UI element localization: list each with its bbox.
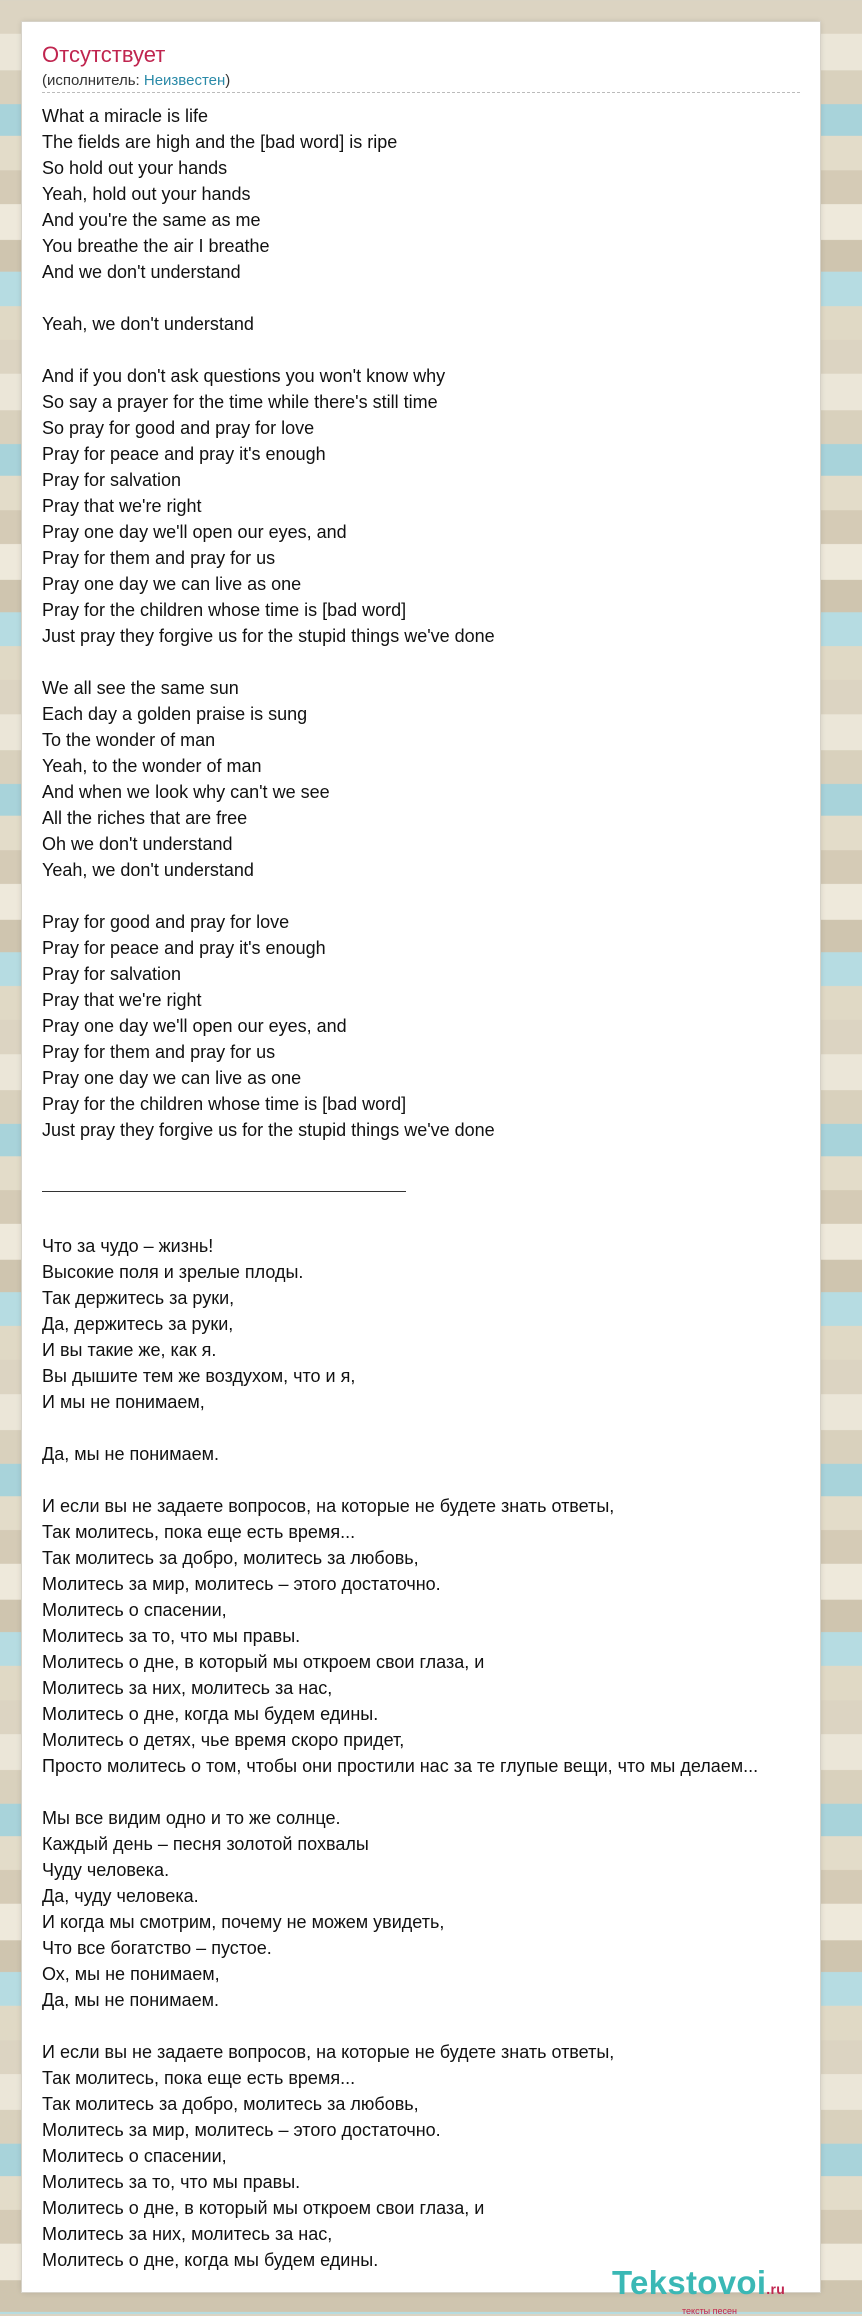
lyric-line: Так молитесь, пока еще есть время... <box>42 1522 356 1542</box>
lyric-line: Молитесь о дне, в который мы откроем свои глаза, и <box>42 1652 485 1672</box>
lyric-line: And you're the same as me <box>42 210 261 230</box>
lyric-line: И если вы не задаете вопросов, на которые не будете знать ответы, <box>42 2042 615 2062</box>
lyric-line <box>42 1779 862 1805</box>
lyric-line: Так молитесь, пока еще есть время... <box>42 2068 356 2088</box>
title-divider <box>42 92 800 93</box>
lyric-line: Молитесь о дне, когда мы будем едины. <box>42 2250 379 2270</box>
lyric-line: Молитесь о спасении, <box>42 2146 227 2166</box>
lyric-line: Pray one day we can live as one <box>42 574 302 594</box>
artist-link[interactable]: Неизвестен <box>143 72 226 89</box>
lyric-line: Молитесь за то, что мы правы. <box>42 1626 301 1646</box>
lyric-line: And when we look why can't we see <box>42 782 330 802</box>
lyric-line: Молитесь за мир, молитесь – этого достаточно. <box>42 2120 441 2140</box>
lyric-line: Так держитесь за руки, <box>42 1288 235 1308</box>
lyric-line: Pray for peace and pray it's enough <box>42 938 326 958</box>
lyric-line: Pray for them and pray for us <box>42 548 276 568</box>
lyric-line: What a miracle is life <box>42 106 209 126</box>
lyric-line <box>42 2013 862 2039</box>
lyric-line: Pray one day we'll open our eyes, and <box>42 522 347 542</box>
artist-suffix: ) <box>225 72 231 89</box>
lyric-line: Молитесь о детях, чье время скоро придет, <box>42 1730 405 1750</box>
lyric-line: You breathe the air I breathe <box>42 236 270 256</box>
lyric-line: Pray that we're right <box>42 990 202 1010</box>
lyric-line: Да, держитесь за руки, <box>42 1314 234 1334</box>
lyric-line: Молитесь о спасении, <box>42 1600 227 1620</box>
lyric-line: Молитесь за них, молитесь за нас, <box>42 1678 333 1698</box>
lyric-line: Pray for them and pray for us <box>42 1042 276 1062</box>
lyric-line: И мы не понимаем, <box>42 1392 205 1412</box>
lyric-line: Ох, мы не понимаем, <box>42 1964 220 1984</box>
lyric-line <box>42 649 862 675</box>
lyric-line: The fields are high and the [bad word] is ripe <box>42 132 398 152</box>
lyric-line: Just pray they forgive us for the stupid things we've done <box>42 1120 495 1140</box>
lyric-line: Just pray they forgive us for the stupid things we've done <box>42 626 495 646</box>
lyric-line: Вы дышите тем же воздухом, что и я, <box>42 1366 356 1386</box>
lyric-line <box>42 337 862 363</box>
lyric-line: Чуду человека. <box>42 1860 170 1880</box>
lyric-line: Что все богатство – пустое. <box>42 1938 272 1958</box>
lyrics-translation <box>42 1233 862 2273</box>
lyric-line: Yeah, we don't understand <box>42 314 254 334</box>
lyric-line: Pray one day we'll open our eyes, and <box>42 1016 347 1036</box>
lyric-line: Pray for the children whose time is [bad word] <box>42 1094 407 1114</box>
lyric-line: So pray for good and pray for love <box>42 418 315 438</box>
lyric-line: Молитесь за них, молитесь за нас, <box>42 2224 333 2244</box>
lyric-line: Yeah, hold out your hands <box>42 184 251 204</box>
lyric-line <box>42 1415 862 1441</box>
lyric-line: И вы такие же, как я. <box>42 1340 217 1360</box>
translation-separator <box>42 1191 406 1192</box>
lyric-line: We all see the same sun <box>42 678 239 698</box>
lyric-line: И если вы не задаете вопросов, на которые не будете знать ответы, <box>42 1496 615 1516</box>
lyric-line: Pray for salvation <box>42 470 182 490</box>
lyric-line: Pray for the children whose time is [bad word] <box>42 600 407 620</box>
lyric-line: And if you don't ask questions you won't know why <box>42 366 446 386</box>
lyric-line: Yeah, we don't understand <box>42 860 254 880</box>
lyric-line: Да, чуду человека. <box>42 1886 199 1906</box>
lyric-line: Просто молитесь о том, чтобы они простили нас за те глупые вещи, что мы делаем... <box>42 1756 759 1776</box>
lyric-line: Pray for peace and pray it's enough <box>42 444 326 464</box>
lyric-line: Молитесь о дне, когда мы будем едины. <box>42 1704 379 1724</box>
lyric-line <box>42 1467 862 1493</box>
lyric-line: All the riches that are free <box>42 808 248 828</box>
artist-prefix: (исполнитель: <box>42 72 144 89</box>
lyric-line: Молитесь о дне, в который мы откроем свои глаза, и <box>42 2198 485 2218</box>
lyric-line: So hold out your hands <box>42 158 228 178</box>
lyric-line: And we don't understand <box>42 262 241 282</box>
artist-line <box>42 72 230 90</box>
lyric-line: Молитесь за мир, молитесь – этого достаточно. <box>42 1574 441 1594</box>
logo-tagline: тексты песен <box>682 2306 738 2316</box>
lyrics-original <box>42 103 862 1143</box>
lyric-line: И когда мы смотрим, почему не можем увидеть, <box>42 1912 445 1932</box>
lyric-line <box>42 883 862 909</box>
lyric-line: Each day a golden praise is sung <box>42 704 308 724</box>
lyric-line: Каждый день – песня золотой похвалы <box>42 1834 369 1854</box>
lyric-line: Pray one day we can live as one <box>42 1068 302 1088</box>
lyric-line: Да, мы не понимаем. <box>42 1444 219 1464</box>
lyric-line: Так молитесь за добро, молитесь за любовь, <box>42 1548 419 1568</box>
lyric-line: Так молитесь за добро, молитесь за любовь, <box>42 2094 419 2114</box>
lyrics-card <box>22 22 820 2316</box>
logo-tld: .ru <box>766 2281 786 2297</box>
site-logo[interactable] <box>612 2266 785 2306</box>
lyric-line: Pray for good and pray for love <box>42 912 290 932</box>
lyric-line: Pray for salvation <box>42 964 182 984</box>
lyric-line: Мы все видим одно и то же солнце. <box>42 1808 341 1828</box>
lyric-line: To the wonder of man <box>42 730 216 750</box>
lyric-line: Yeah, to the wonder of man <box>42 756 262 776</box>
lyric-line: Oh we don't understand <box>42 834 233 854</box>
lyric-line <box>42 285 862 311</box>
lyric-line: Высокие поля и зрелые плоды. <box>42 1262 304 1282</box>
lyric-line: Что за чудо – жизнь! <box>42 1236 214 1256</box>
logo-name: Tekstovoi <box>612 2264 767 2301</box>
lyric-line: Да, мы не понимаем. <box>42 1990 219 2010</box>
song-title: Отсутствует <box>42 42 166 67</box>
lyric-line: Pray that we're right <box>42 496 202 516</box>
lyric-line: So say a prayer for the time while there's still time <box>42 392 438 412</box>
lyric-line: Молитесь за то, что мы правы. <box>42 2172 301 2192</box>
